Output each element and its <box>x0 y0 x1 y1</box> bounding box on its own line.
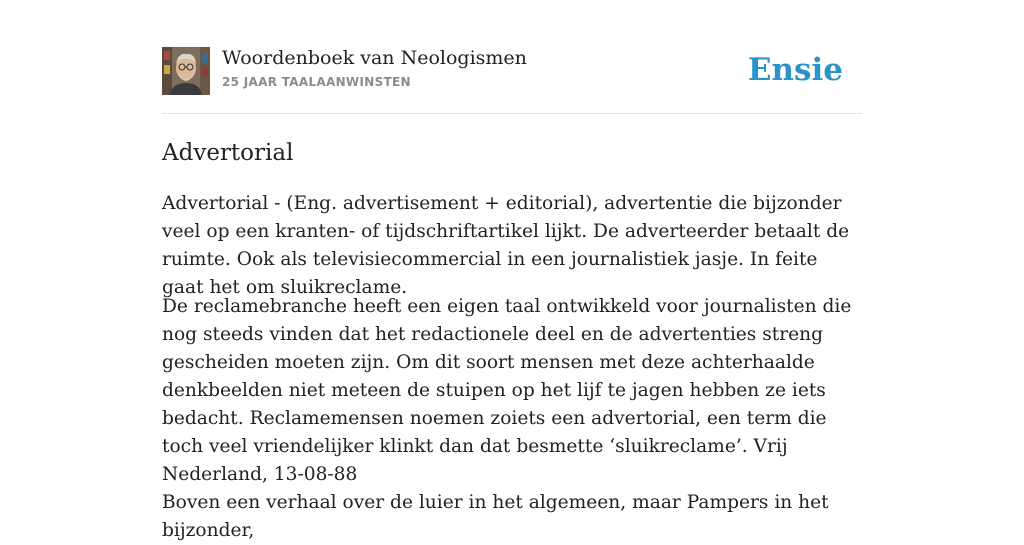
article-paragraph: De reclamebranche heeft een eigen taal ontwikkeld voor journalisten die nog steeds vinden dat het redactionele deel en de advertenties streng gescheiden moeten zijn. Om dit soort mensen met deze achterhaalde denkbeelden niet meteen de stuipen op het lijf te jagen hebben ze iets bedacht. Reclamemensen noemen zoiets een advertorial, een term die toch veel vriendelijker klinkt dan dat besmette ‘sluikreclame’. Vrij Nederland, 13-08-88 <box>162 296 852 485</box>
site-subtitle: 25 JAAR TAALAANWINSTEN <box>222 75 411 89</box>
author-avatar[interactable] <box>162 47 210 95</box>
site-header <box>162 0 862 114</box>
article-paragraph: Boven een verhaal over de luier in het algemeen, maar Pampers in het bijzonder, <box>162 492 829 541</box>
ensie-logo[interactable]: Ensie <box>747 52 843 88</box>
article-title: Advertorial <box>162 140 294 166</box>
avatar-portrait-icon <box>162 47 210 95</box>
article-paragraph: Advertorial - (Eng. advertisement + editorial), advertentie die bijzonder veel op een kranten- of tijdschriftartikel lijkt. De adverteerder betaalt de ruimte. Ook als televisiecommercial in een journalistiek jasje. In feite gaat het om sluikreclame. <box>162 193 850 298</box>
page-container <box>162 0 862 541</box>
site-title[interactable]: Woordenboek van Neologismen <box>222 47 527 69</box>
